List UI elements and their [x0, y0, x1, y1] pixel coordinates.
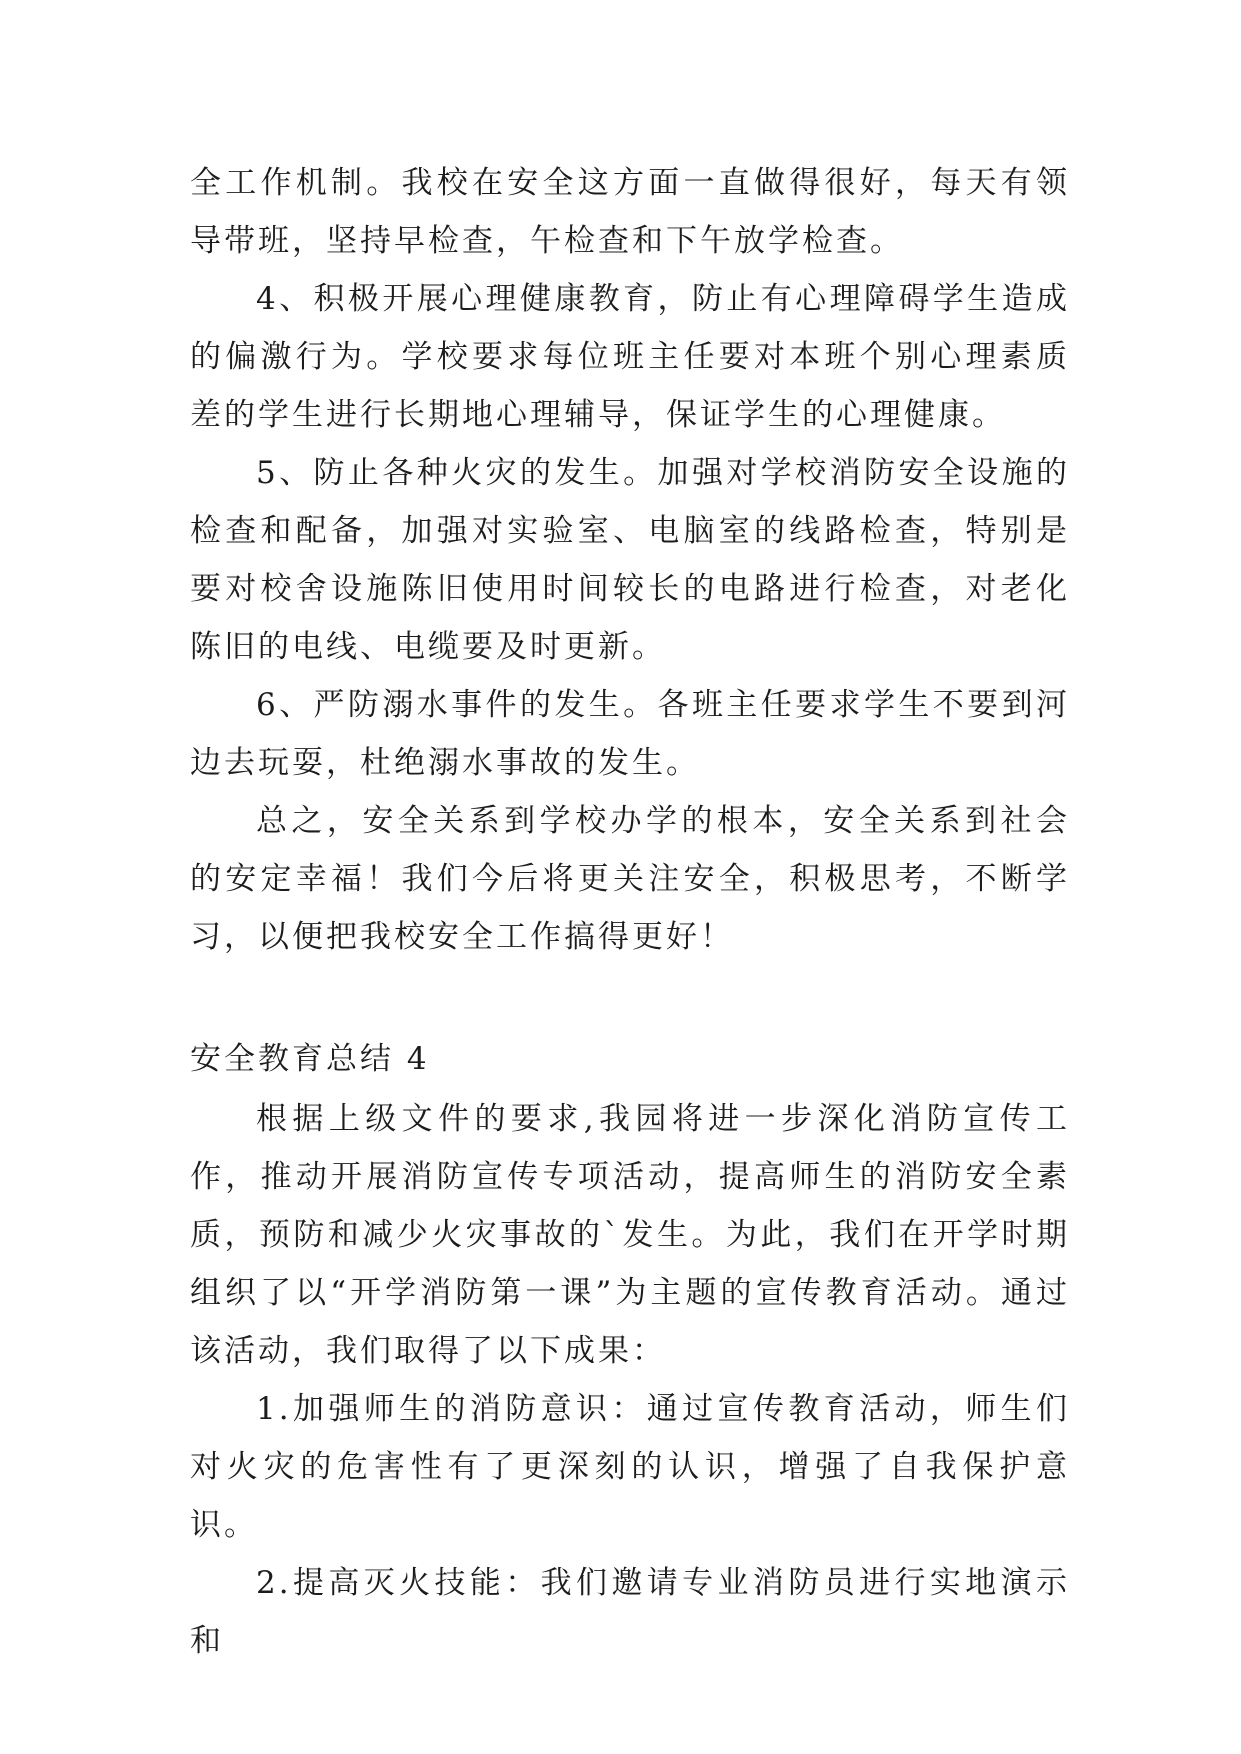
- paragraph-result-2: 2.提高灭火技能：我们邀请专业消防员进行实地演示和: [190, 1565, 1070, 1659]
- paragraph-conclusion: 总之，安全关系到学校办学的根本，安全关系到社会的安定幸福！我们今后将更关注安全，积极思考，不断学习，以便把我校安全工作搞得更好！: [190, 803, 1070, 955]
- section2-body: [190, 1090, 1070, 1670]
- section-title: 安全教育总结 4: [190, 1041, 430, 1077]
- paragraph-result-1: 1.加强师生的消防意识：通过宣传教育活动，师生们对火灾的危害性有了更深刻的认识，增强了自我保护意识。: [190, 1391, 1070, 1543]
- paragraph-continuation: 全工作机制。我校在安全这方面一直做得很好，每天有领导带班，坚持早检查，午检查和下午放学检查。: [190, 165, 1070, 259]
- paragraph-intro: 根据上级文件的要求,我园将进一步深化消防宣传工作，推动开展消防宣传专项活动，提高师生的消防安全素质，预防和减少火灾事故的`发生。为此，我们在开学时期组织了以“开学消防第一课”为主题的宣传教育活动。通过该活动，我们取得了以下成果：: [190, 1101, 1070, 1369]
- paragraph-item-6: 6、严防溺水事件的发生。各班主任要求学生不要到河边去玩耍，杜绝溺水事故的发生。: [190, 687, 1070, 781]
- paragraph-item-5: 5、防止各种火灾的发生。加强对学校消防安全设施的检查和配备，加强对实验室、电脑室的线路检查，特别是要对校舍设施陈旧使用时间较长的电路进行检查，对老化陈旧的电线、电缆要及时更新。: [190, 455, 1070, 665]
- section1-body: [190, 154, 1070, 966]
- paragraph-item-4: 4、积极开展心理健康教育，防止有心理障碍学生造成的偏激行为。学校要求每位班主任要对本班个别心理素质差的学生进行长期地心理辅导，保证学生的心理健康。: [190, 281, 1070, 433]
